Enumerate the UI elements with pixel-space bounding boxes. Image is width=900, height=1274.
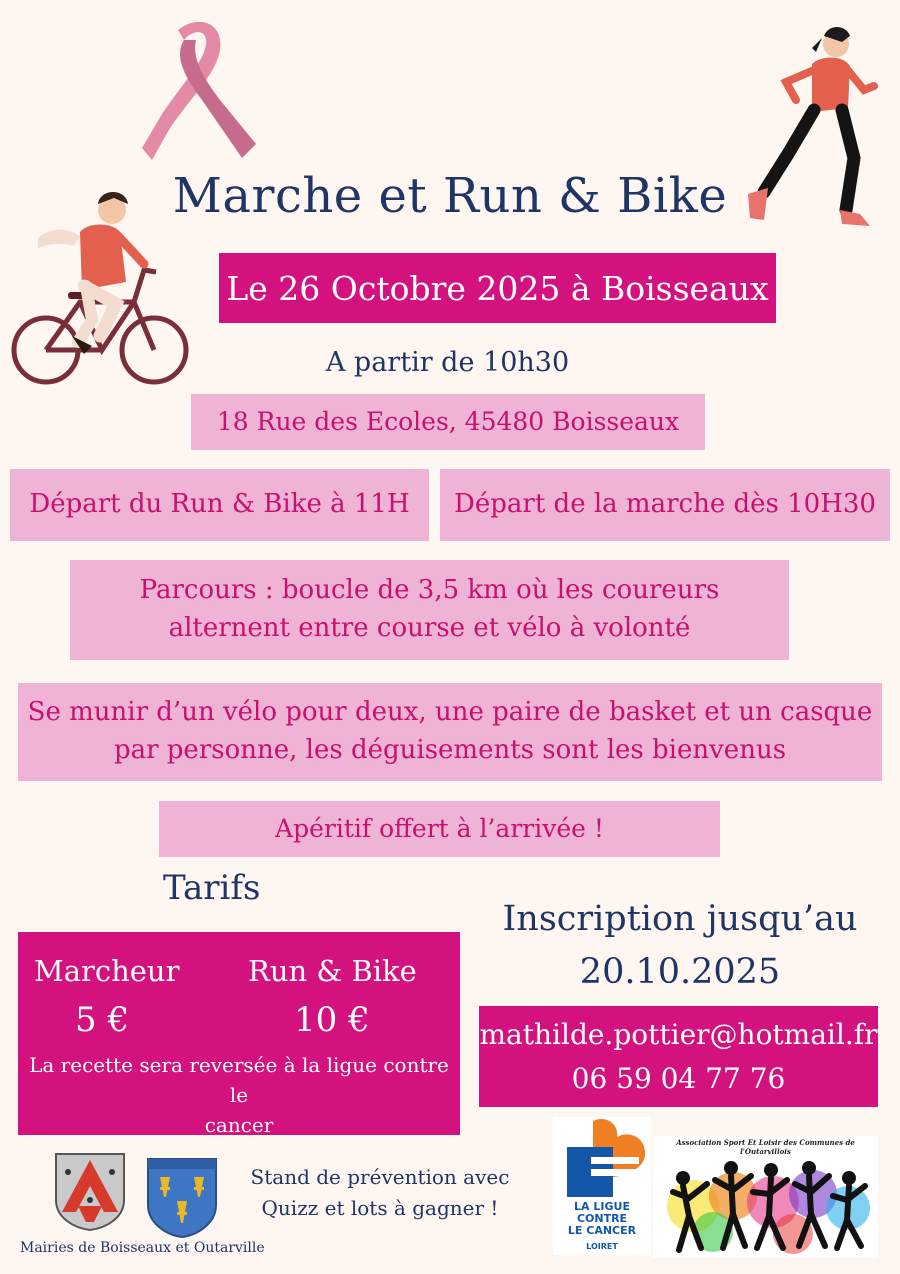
runbike-label: Run & Bike (248, 954, 417, 988)
ligue-line-2: CONTRE (576, 1212, 628, 1226)
stand-line-2: Quizz et lots à gagner ! (261, 1196, 499, 1220)
runbike-price: 10 € (294, 1000, 370, 1040)
association-name: Association Sport Et Loisir des Communes de l'Outarvillois (676, 1138, 855, 1156)
outarville-coat-of-arms (146, 1157, 218, 1239)
event-address: 18 Rue des Ecoles, 45480 Boisseaux (191, 394, 705, 450)
contact-box (479, 1006, 878, 1107)
start-time: A partir de 10h30 (325, 347, 570, 378)
walk-departure: Départ de la marche dès 10H30 (440, 469, 890, 541)
aperitif-notice: Apéritif offert à l’arrivée ! (159, 801, 720, 857)
ligue-line-1: LA LIGUE (574, 1200, 630, 1213)
stand-line-1: Stand de prévention avec (250, 1165, 510, 1189)
association-logo (653, 1136, 878, 1258)
ligue-line-4: LOIRET (586, 1242, 618, 1252)
course-description (70, 560, 789, 660)
boisseaux-coat-of-arms (54, 1152, 126, 1232)
tarifs-heading: Tarifs (163, 868, 261, 908)
proceeds-note-line-1: La recette sera reversée à la ligue contre le (29, 1053, 449, 1107)
tarifs-box (18, 932, 460, 1135)
walker-price: 5 € (75, 1000, 130, 1040)
run-bike-departure: Départ du Run & Bike à 11H (10, 469, 429, 541)
contact-phone[interactable]: 06 59 04 77 76 (571, 1061, 786, 1095)
ligue-heart-icon (553, 1117, 651, 1197)
equipment-line-1: Se munir d’un vélo pour deux, une paire de basket et un casque (27, 697, 873, 728)
course-line-1: Parcours : boucle de 3,5 km où les coureurs (139, 575, 720, 606)
equipment-notice (18, 683, 882, 781)
registration-date: 20.10.2025 (579, 951, 781, 992)
event-title: Marche et Run & Bike (172, 168, 728, 224)
pink-ribbon-icon (140, 18, 258, 164)
proceeds-note-line-2: cancer (204, 1113, 274, 1137)
contact-email[interactable]: mathilde.pottier@hotmail.fr (479, 1018, 878, 1052)
course-line-2: alternent entre course et vélo à volonté (168, 613, 691, 643)
registration-line-1: Inscription jusqu’au (502, 899, 858, 939)
event-date-banner: Le 26 Octobre 2025 à Boisseaux (219, 253, 776, 323)
registration-deadline (480, 893, 880, 998)
proceeds-note (18, 1050, 460, 1140)
ligue-line-3: LE CANCER (567, 1224, 637, 1238)
walker-label: Marcheur (34, 954, 180, 988)
prevention-stand (240, 1162, 520, 1224)
ligue-contre-le-cancer-logo (553, 1117, 651, 1255)
mairies-caption: Mairies de Boisseaux et Outarville (20, 1240, 265, 1256)
equipment-line-2: par personne, les déguisements sont les bienvenus (113, 735, 787, 765)
